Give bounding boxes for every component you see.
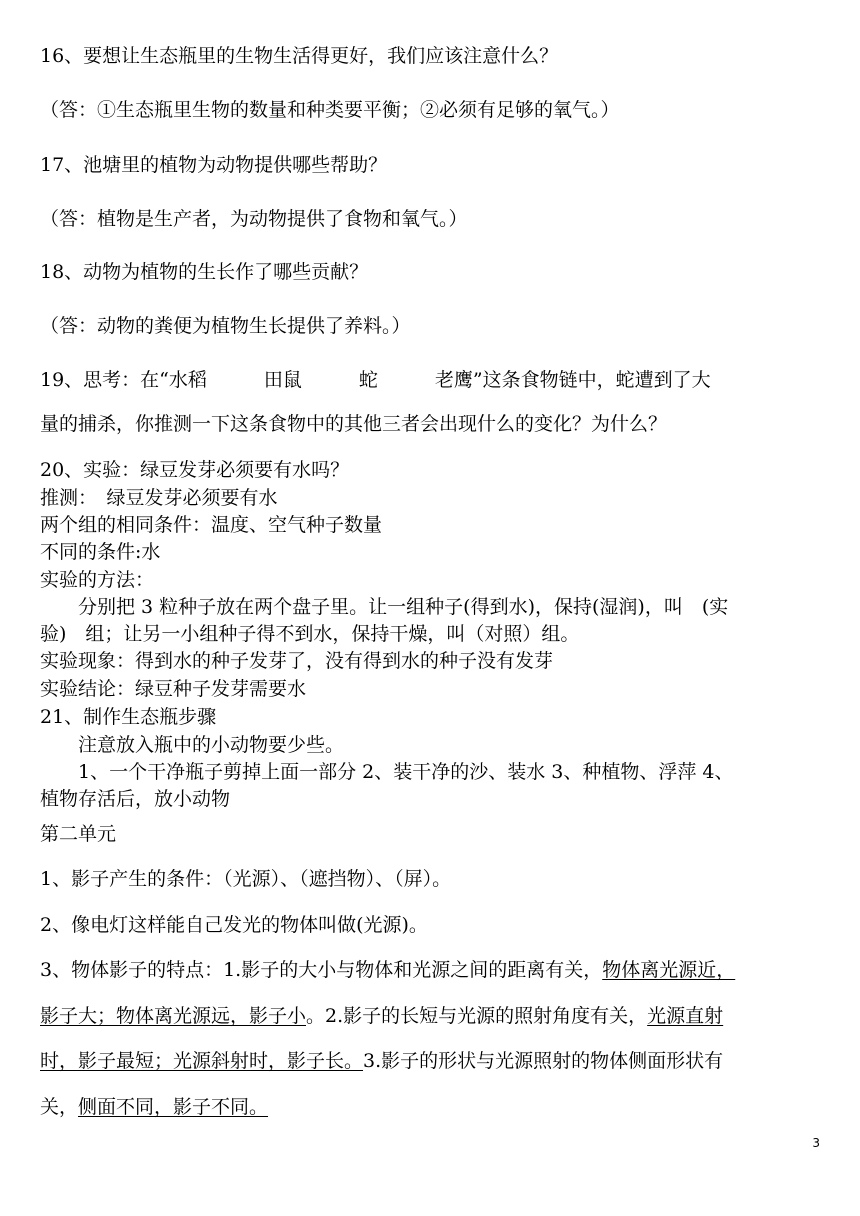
experiment-same-conditions: 两个组的相同条件：温度、空气种子数量 <box>40 514 383 536</box>
experiment-different-condition: 不同的条件:水 <box>40 541 161 563</box>
experiment-phenomenon: 实验现象：得到水的种子发芽了，没有得到水的种子没有发芽 <box>40 650 554 672</box>
question-18: 18、动物为植物的生长作了哪些贡献？ <box>40 261 369 283</box>
answer-18: （答：动物的粪便为植物生长提供了养料。） <box>40 315 411 337</box>
ecobottle-steps-line-1: 1、一个干净瓶子剪掉上面一部分 2、装干净的沙、装水 3、种植物、浮萍 4、 <box>40 761 734 783</box>
experiment-title: 20、实验：绿豆发芽必须要有水吗？ <box>40 459 350 481</box>
experiment-conclusion: 实验结论：绿豆种子发芽需要水 <box>40 678 307 700</box>
question-19-line-1: 19、思考：在“水稻 田鼠 蛇 老鹰”这条食物链中，蛇遭到了大 <box>40 369 711 391</box>
shadow-features-text: 。2.影子的长短与光源的照射角度有关， <box>306 1005 648 1027</box>
ecobottle-steps-title: 21、制作生态瓶步骤 <box>40 706 217 728</box>
shadow-conditions: 1、影子产生的条件：（光源）、（遮挡物）、（屏）。 <box>40 868 452 890</box>
underlined-text: 时，影子最短；光源斜射时，影子长。 <box>40 1050 364 1072</box>
question-17: 17、池塘里的植物为动物提供哪些帮助？ <box>40 154 388 176</box>
question-19-line-2: 量的捕杀，你推测一下这条食物中的其他三者会出现什么的变化？为什么？ <box>40 413 668 435</box>
underlined-text: 物体离光源近， <box>602 959 736 981</box>
experiment-method-line-1: 分别把 3 粒种子放在两个盘子里。让一组种子(得到水)，保持(湿润)，叫 (实 <box>40 596 729 618</box>
shadow-features-text: 关， <box>40 1096 79 1118</box>
experiment-hypothesis: 推测： 绿豆发芽必须要有水 <box>40 487 278 509</box>
experiment-method-label: 实验的方法： <box>40 569 155 591</box>
shadow-features-line-2 <box>40 1004 820 1028</box>
shadow-features-text: 3.影子的形状与光源照射的物体侧面形状有 <box>363 1050 724 1072</box>
shadow-features-text: 3、物体影子的特点：1.影子的大小与物体和光源之间的距离有关， <box>40 959 603 981</box>
underlined-text: 光源直射 <box>647 1005 724 1027</box>
shadow-features-line-3 <box>40 1049 820 1073</box>
page-number: 3 <box>812 1136 820 1150</box>
underlined-text: 侧面不同，影子不同。 <box>78 1096 269 1118</box>
shadow-features-line-1 <box>40 958 820 982</box>
underlined-text: 影子大；物体离光源远，影子小 <box>40 1005 307 1027</box>
light-source-definition: 2、像电灯这样能自己发光的物体叫做(光源)。 <box>40 914 428 936</box>
ecobottle-note: 注意放入瓶中的小动物要少些。 <box>40 734 345 756</box>
unit-heading: 第二单元 <box>40 823 117 845</box>
answer-17: （答：植物是生产者，为动物提供了食物和氧气。） <box>40 208 468 230</box>
shadow-features-line-4 <box>40 1095 820 1119</box>
experiment-method-line-2: 验) 组；让另一小组种子得不到水，保持干燥，叫（对照）组。 <box>40 623 580 645</box>
answer-16: （答：①生态瓶里生物的数量和种类要平衡；②必须有足够的氧气。） <box>40 99 620 121</box>
ecobottle-steps-line-2: 植物存活后，放小动物 <box>40 788 231 810</box>
question-16: 16、要想让生态瓶里的生物生活得更好，我们应该注意什么？ <box>40 45 559 67</box>
